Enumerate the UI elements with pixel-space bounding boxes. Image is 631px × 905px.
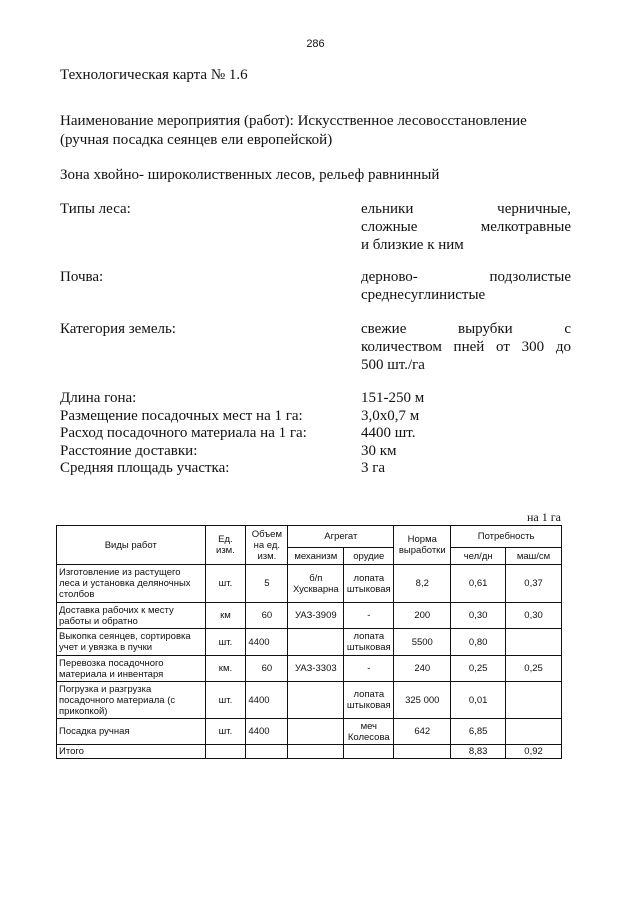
work-cell: Выкопка сеянцев, сортировка учет и увязка в пучки [57, 629, 206, 656]
tool-cell: - [344, 603, 394, 629]
measure-name-line-1: Наименование мероприятия (работ): Искусственное лесовосстановление [60, 113, 527, 129]
machine-shifts-cell: 0,25 [506, 656, 562, 682]
mechanism-cell [288, 629, 344, 656]
header-need: Потребность [451, 526, 562, 548]
machine-shifts-cell [506, 719, 562, 745]
card-title: Технологическая карта № 1.6 [60, 67, 248, 83]
mechanism-cell: УАЗ-3303 [288, 656, 344, 682]
tool-cell: лопата штыковая [344, 565, 394, 603]
mechanism-cell: б/п Хускварна [288, 565, 344, 603]
tool-cell: меч Колесова [344, 719, 394, 745]
norm-cell: 325 000 [394, 682, 451, 719]
unit-note: на 1 га [527, 510, 561, 524]
param-value: 151-250 м [361, 390, 425, 406]
header-volume: Объем на ед. изм. [246, 526, 288, 565]
work-cell: Погрузка и разгрузка посадочного материала (с прикопкой) [57, 682, 206, 719]
work-table [56, 525, 562, 759]
empty-cell [205, 745, 246, 759]
param-label: Расстояние доставки: [60, 442, 198, 459]
forest-types-value-line-2: сложные мелкотравные [361, 219, 571, 235]
machine-shifts-cell [506, 629, 562, 656]
mechanism-cell [288, 682, 344, 719]
unit-cell: км [205, 603, 246, 629]
work-cell: Изготовление из растущего леса и установка деляночных столбов [57, 565, 206, 603]
unit-cell: шт. [205, 682, 246, 719]
table-row [57, 565, 562, 603]
header-tool: орудие [344, 548, 394, 565]
empty-cell [246, 745, 288, 759]
tool-cell: лопата штыковая [344, 682, 394, 719]
unit-cell: шт. [205, 629, 246, 656]
man-days-cell: 0,25 [451, 656, 506, 682]
header-machine-shifts: маш/см [506, 548, 562, 565]
man-days-cell: 0,30 [451, 603, 506, 629]
work-cell: Посадка ручная [57, 719, 206, 745]
table-row [57, 656, 562, 682]
measure-name-line-2: (ручная посадка сеянцев ели европейской) [60, 132, 333, 148]
param-value: 3 га [361, 460, 386, 476]
soil-label: Почва: [60, 269, 104, 285]
work-cell: Перевозка посадочного материала и инвентаря [57, 656, 206, 682]
empty-cell [344, 745, 394, 759]
unit-cell: шт. [205, 719, 246, 745]
zone-description: Зона хвойно- широколиственных лесов, рельеф равнинный [60, 167, 440, 183]
header-norm: Норма выработки [394, 526, 451, 565]
page-number: 286 [306, 38, 325, 50]
total-machine-shifts: 0,92 [506, 745, 562, 759]
table-row [57, 629, 562, 656]
unit-cell: шт. [205, 565, 246, 603]
mechanism-cell: УАЗ-3909 [288, 603, 344, 629]
man-days-cell: 6,85 [451, 719, 506, 745]
total-row [57, 745, 562, 759]
land-category-value-line-2: количеством пней от 300 до [361, 339, 571, 355]
norm-cell: 8,2 [394, 565, 451, 603]
total-man-days: 8,83 [451, 745, 506, 759]
param-label: Расход посадочного материала на 1 га: [60, 425, 307, 441]
norm-cell: 240 [394, 656, 451, 682]
tool-cell: лопата штыковая [344, 629, 394, 656]
table-row [57, 682, 562, 719]
empty-cell [394, 745, 451, 759]
machine-shifts-cell: 0,37 [506, 565, 562, 603]
man-days-cell: 0,61 [451, 565, 506, 603]
header-work: Виды работ [57, 526, 206, 565]
volume-cell: 4400 [246, 682, 288, 719]
norm-cell: 5500 [394, 629, 451, 656]
mechanism-cell [288, 719, 344, 745]
forest-types-value-line-3: и близкие к ним [361, 237, 464, 253]
land-category-value-line-3: 500 шт./га [361, 357, 425, 373]
param-label: Средняя площадь участка: [60, 460, 230, 476]
header-mechanism: механизм [288, 548, 344, 565]
unit-cell: км. [205, 656, 246, 682]
total-label: Итого [57, 745, 206, 759]
volume-cell: 4400 [246, 719, 288, 745]
land-category-value-line-1: свежие вырубки с [361, 321, 571, 337]
forest-types-label: Типы леса: [60, 201, 131, 217]
land-category-label: Категория земель: [60, 321, 176, 337]
soil-value-line-1: дерново- подзолистые [361, 269, 571, 285]
machine-shifts-cell [506, 682, 562, 719]
header-aggregate: Агрегат [288, 526, 394, 548]
norm-cell: 642 [394, 719, 451, 745]
soil-value-line-2: среднесуглинистые [361, 287, 486, 303]
empty-cell [288, 745, 344, 759]
table-row [57, 719, 562, 745]
param-value: 4400 шт. [361, 425, 416, 441]
header-man-days: чел/дн [451, 548, 506, 565]
header-unit: Ед. изм. [205, 526, 246, 565]
work-cell: Доставка рабочих к месту работы и обратно [57, 603, 206, 629]
table-row [57, 603, 562, 629]
volume-cell: 4400 [246, 629, 288, 656]
norm-cell: 200 [394, 603, 451, 629]
machine-shifts-cell: 0,30 [506, 603, 562, 629]
param-value: 3,0х0,7 м [361, 407, 420, 424]
volume-cell: 60 [246, 656, 288, 682]
volume-cell: 5 [246, 565, 288, 603]
man-days-cell: 0,80 [451, 629, 506, 656]
tool-cell: - [344, 656, 394, 682]
volume-cell: 60 [246, 603, 288, 629]
man-days-cell: 0,01 [451, 682, 506, 719]
param-label: Размещение посадочных мест на 1 га: [60, 407, 303, 424]
param-label: Длина гона: [60, 390, 137, 406]
forest-types-value-line-1: ельники черничные, [361, 201, 571, 217]
param-value: 30 км [361, 442, 397, 459]
